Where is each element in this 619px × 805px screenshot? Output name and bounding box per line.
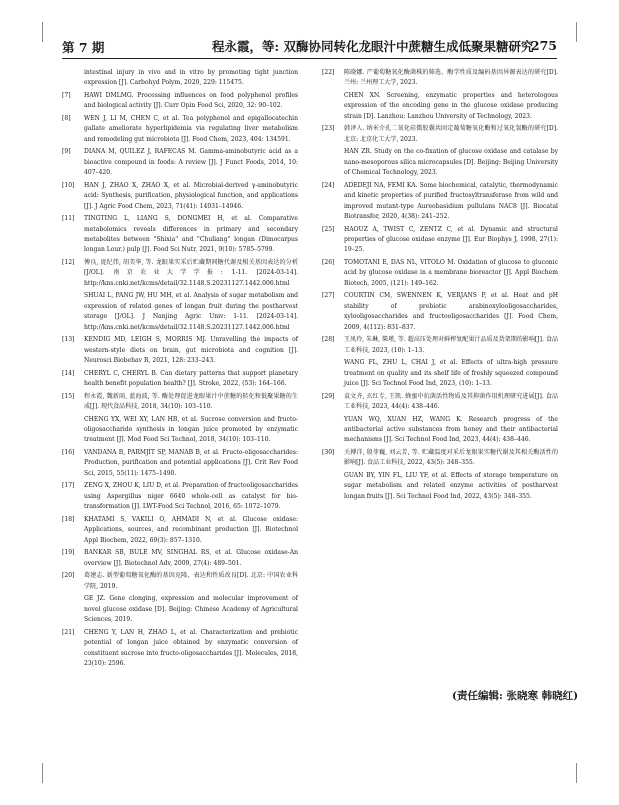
reference-text: DIANA M, QUILEZ J, RAFECAS M. Gamma-aminobutyric acid as a bioactive compound in foods: A review [J]. J Funct Foods, 2014, 10: 407–420.: [84, 148, 298, 177]
reference-column-right: [322, 68, 558, 504]
reference-text: KHATAMI S, VAKILI O, AHMADI N, et al. Glucose oxidase: Applications, sources, and recombinant production [J]. Biotechnol Appl Biochem, 2022, 69(3): 857–1310.: [84, 515, 298, 544]
page-number: 275: [530, 38, 557, 53]
reference-entry: [62, 415, 298, 446]
reference-entry: [62, 594, 298, 625]
reference-text: HAN J, ZHAO X, ZHAO X, et al. Microbial-derived γ-aminobutyric acid: Synthesis, purification, physiological function, and applications [J]. J Agric Food Chem, 2023, 71(41): 14931–14946.: [84, 181, 298, 210]
reference-entry: [322, 91, 558, 122]
reference-text: ZENG X, ZHOU K, LIU D, et al. Preparation of fructooligosaccharides using Aspergillus niger 6640 whole-cell as catalyst for bio-transformation [J]. LWT-Food Sci Technol, 2016, 65: 1072–1079.: [84, 482, 298, 511]
crop-mark-bottom-left: [14, 763, 43, 783]
reference-number: [8]: [62, 115, 71, 122]
reference-text: TOMOTANI E, DAS NL, VITOLO M. Oxidation of glucose to gluconic acid by glucose oxidase in a membrane bioreactor [J]. Appl Biochem Biotech, 2005, (121): 149–162.: [344, 259, 558, 287]
reference-entry: [322, 124, 558, 145]
reference-number: [13]: [62, 336, 75, 344]
reference-entry: [322, 335, 558, 356]
reference-number: [22]: [322, 69, 335, 76]
reference-text: CHEN XN. Screening, enzymatic properties and heterologous expression of the encoding gene in the glucose oxidase producing strain [D]. Lanzhou: Lanzhou University of Technology, 2023.: [344, 92, 558, 120]
reference-text: HAN ZR. Study on the co-fixation of glucose oxidase and catalase by nano-mesoporous silica microcapsules [D]. Beijing: Beijing University of Chemical Technology, 2023.: [344, 148, 558, 177]
running-title: 程永霞，等: 双酶协同转化龙眼汁中蔗糖生成低聚果糖研究: [212, 39, 534, 54]
reference-entry: [62, 291, 298, 333]
reference-number: [10]: [62, 181, 75, 189]
reference-text: BANKAR SB, BULE MV, SINGHAL RS, et al. Glucose oxidase-An overview [J]. Biotechnol Adv, 2009, 27(4): 489–501.: [84, 549, 298, 567]
reference-number: [27]: [322, 292, 335, 300]
reference-entry: [322, 415, 558, 446]
reference-entry: [62, 147, 298, 178]
reference-entry: [322, 291, 558, 333]
reference-number: [14]: [62, 369, 75, 377]
reference-entry: [62, 335, 298, 366]
reference-text: CHENG YX, WEI XY, LAN HB, et al. Sucrose conversion and fructo-oligosaccharide synthesis in longan juice promoted by enzymatic treatment [J]. Mod Food Sci Technol, 2018, 34(10): 103–110.: [84, 415, 298, 444]
reference-column-left: [62, 68, 298, 672]
reference-text: VANDANA B, PARMJIT SP, MANAB B, et al. Fructo-oligosaccharides: Production, purification and potential applications [J]. Crit Rev Food Sci, 2015, 55(11): 1475–1490.: [84, 449, 298, 477]
reference-entry: [322, 392, 558, 413]
reference-number: [21]: [62, 628, 75, 636]
reference-number: [11]: [62, 215, 75, 223]
reference-entry: [322, 68, 558, 89]
reference-text: 王凤玲, 朱琳, 柴瑾, 等. 超高压处理对鲜榨复配果汁品质及货架期的影响[J]. 食品工业科技, 2023, (10): 1–13.: [344, 336, 558, 354]
reference-number: [17]: [62, 482, 75, 490]
reference-number: [16]: [62, 449, 75, 457]
reference-number: [29]: [322, 392, 335, 400]
reference-entry: [322, 147, 558, 178]
reference-text: CHERYL C, CHERYL B. Can dietary patterns that support planetary health benefit population health? [J]. Stroke, 2022, (53): 164–166.: [84, 369, 298, 388]
reference-number: [9]: [62, 148, 71, 156]
reference-number: [19]: [62, 549, 75, 557]
reference-number: [7]: [62, 92, 71, 99]
reference-number: [28]: [322, 336, 335, 344]
reference-text: 陈晓娜. 产葡萄糖氧化酶菌株的筛选、酶学性质及编码基因异源表达的研究[D]. 兰州: 兰州理工大学, 2023.: [344, 69, 558, 87]
reference-number: [23]: [322, 125, 335, 133]
crop-mark-bottom-right: [576, 763, 605, 783]
reference-text: 傅良, 庞纪伟, 胡美华, 等. 龙眼果实采后贮藏期间糖代谢及相关基因表达的分析[J/OL]. 南京农业大学学报: 1-11. [2024-03-14]. http://kns.cnki.net/kcms/detail/32.1148.S.20231127.1442.006.html: [84, 259, 298, 287]
reference-entry: [62, 91, 298, 112]
reference-text: WEN J, LI M, CHEN C, et al. Tea polyphenol and epigallocatechin gallate ameliorate hyperlipidemia via regulating liver metabolism and remodeling gut microbiota [J]. Food Chem, 2023, 404: 134591.: [84, 115, 298, 143]
reference-entry: [62, 181, 298, 212]
reference-text: SHUAI L, PANG JW, HU MH, et al. Analysis of sugar metabolism and expression of related genes of longan fruit during the postharvest storage [J/OL]. J Nanjing Agric Univ: 1-11. [2024-03-14]. http://kns.cnki.net/kcms/detail/32.1148.S.20231127.1442.006.html: [84, 292, 298, 331]
reference-text: 程永霞, 魏新雨, 蓝海波, 等. 酶处理促进龙眼果汁中蔗糖的转化和低聚果糖的生成[J]. 现代食品科技, 2018, 34(10): 103–110.: [84, 392, 298, 411]
reference-entry: [322, 471, 558, 502]
reference-text: ADEDEJI NA, FEMI KA. Some biochemical, catalytic, thermodynamic and kinetic properties of purified fructosyltransferase from wild and improved mutant-type Aureobasidium pullulans NAC8 [J]. Biocatal Biotransfor, 2020, 4(38): 241–252.: [344, 181, 558, 221]
reference-entry: [62, 448, 298, 479]
reference-number: [26]: [322, 259, 335, 267]
reference-entry: [62, 481, 298, 512]
editor-note: (责任编辑: 张晓寒 韩晓红): [452, 690, 579, 702]
reference-number: [25]: [322, 225, 335, 233]
issue-number: 第 7 期: [62, 40, 105, 55]
reference-entry: [62, 548, 298, 569]
reference-number: [15]: [62, 392, 75, 400]
reference-number: [12]: [62, 259, 75, 267]
reference-text: 葛建志. 新型葡萄糖氧化酶的基因克隆、表达和性质改良[D]. 北京: 中国农业科学院, 2019.: [84, 572, 298, 590]
reference-entry: [62, 392, 298, 413]
reference-entry: [322, 258, 558, 289]
reference-text: KENDIG MD, LEIGH S, MORRIS MJ. Unravelling the impacts of western-style diets on brain, gut microbiota and cognition [J]. Neurosci Biobehav R, 2021, 128: 233–243.: [84, 336, 298, 365]
reference-entry: [62, 68, 298, 89]
reference-entry: [322, 225, 558, 256]
reference-text: 袁文齐, 玄红专, 王凯. 蜂蜜中抗菌活性物质及其抑菌作用机理研究进展[J]. 食品工业科技, 2023, 44(4): 438–446.: [344, 392, 558, 411]
reference-entry: [62, 515, 298, 546]
reference-entry: [62, 258, 298, 289]
reference-entry: [62, 628, 298, 670]
reference-text: CHENG Y, LAN H, ZHAO L, et al. Characterization and prebiotic potential of longan juice obtained by enzymatic conversion of constituent sucrose into fructo-oligosaccharides [J]. Molecules, 2018, 23(10): 2596.: [84, 628, 298, 667]
running-header: [62, 34, 557, 59]
reference-number: [18]: [62, 515, 75, 523]
reference-number: [30]: [322, 449, 335, 457]
reference-text: 关搏洋, 殷菲巍, 刘云芳, 等. 贮藏温度对采后龙眼果实糖代谢及其相关酶活性的影响[J]. 食品工业科技, 2022, 43(5): 348–355.: [344, 449, 558, 467]
reference-text: HAWI DMLMG. Processing influences on food polyphenol profiles and biological activity [J]. Curr Opin Food Sci, 2020, 32: 90–102.: [84, 92, 298, 110]
reference-text: HAOUZ A, TWIST C, ZENTZ C, et al. Dynamic and structural properties of glucose oxidase enzyme [J]. Eur Biophys J, 1998, 27(1): 19–25.: [344, 225, 558, 254]
reference-text: intestinal injury in vivo and in vitro by promoting tight junction expression [J]. Carbohyd Polym, 2020, 229: 115475.: [84, 69, 298, 87]
reference-entry: [322, 448, 558, 469]
reference-text: COURTIN CM, SWENNEN K, VERJANS P, et al. Heat and pH stability of prebiotic arabinoxylooligosaccharides, xylooligosaccharides and fructooligosaccharides [J]. Food Chem, 2009, 4(112): 831–837.: [344, 292, 558, 331]
reference-number: [20]: [62, 572, 75, 580]
reference-text: 韩泽人. 纳米介孔二氧化硅微胶囊共固定葡萄糖氧化酶和过氧化氢酶的研究[D]. 北京: 北京化工大学, 2023.: [344, 125, 558, 143]
crop-mark-top-right: [576, 22, 605, 42]
reference-entry: [62, 571, 298, 592]
reference-entry: [322, 358, 558, 389]
reference-text: GUAN BY, YIN FL, LIU YF, et al. Effects of storage temperature on sugar metabolism and related enzyme activities of postharvest longan fruits [J]. Sci Technol Food Ind, 2022, 43(5): 348–355.: [344, 472, 558, 500]
reference-text: TINGTING L, LIANG S, DONGMEI H, et al. Comparative metabolomics reveals differences in primary and secondary metabolites between "Shixia" and "Chuliang" longan (Dimocarpus longan Lour.) pulp [J]. Food Sci Nutr, 2021, 9(10): 5785–5799.: [84, 215, 298, 254]
reference-text: GE JZ. Gene clonging, expression and molecular improvement of novel glucose oxidase [D]. Beijing: Chinese Academy of Agricultural Sciences, 2019.: [84, 595, 298, 624]
reference-entry: [62, 214, 298, 256]
reference-text: WANG FL, ZHU L, CHAI J, et al. Effects of ultra-high pressure treatment on quality and its shelf life of freshly squeezed compound juice [J]. Sci Technol Food Ind, 2023, (10): 1–13.: [344, 359, 558, 388]
reference-text: YUAN WQ, XUAN HZ, WANG K. Research progress of the antibacterial active substances from honey and their antibacterial mechanisms [J]. Sci Technol Food Ind, 2023, 44(4): 438–446.: [344, 415, 558, 444]
crop-mark-top-left: [14, 22, 43, 42]
reference-entry: [62, 114, 298, 145]
reference-entry: [322, 181, 558, 223]
reference-number: [24]: [322, 181, 335, 189]
reference-entry: [62, 369, 298, 390]
